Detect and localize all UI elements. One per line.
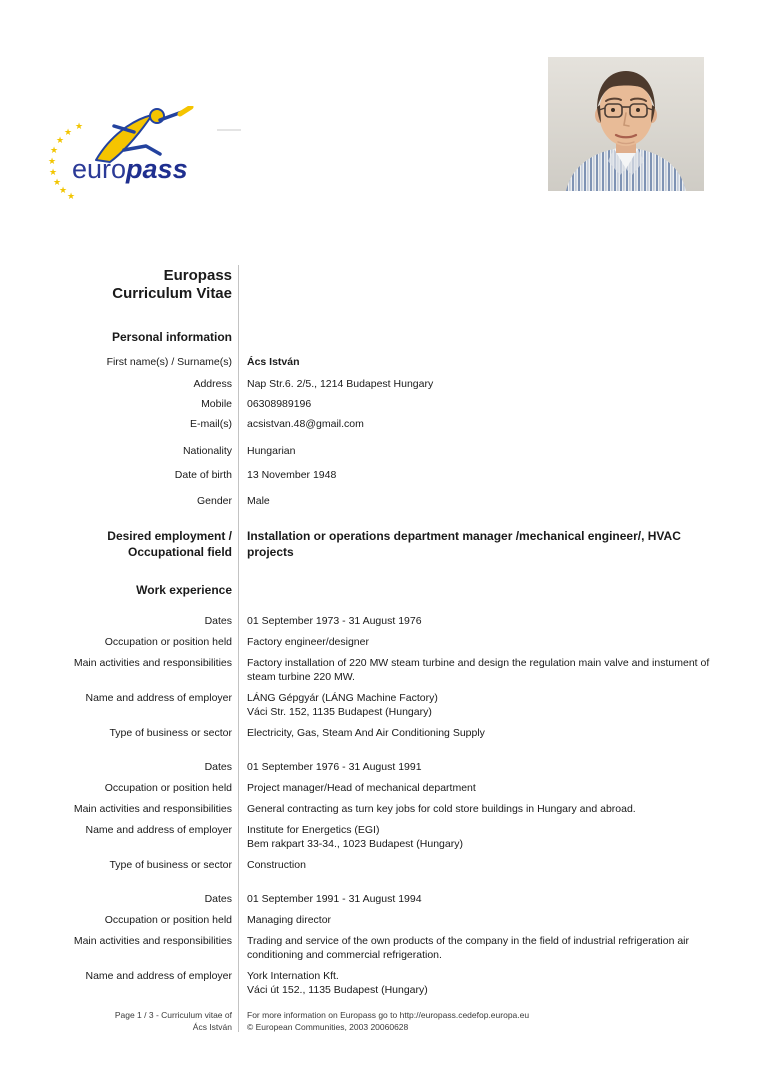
field-label: Dates [204,761,232,773]
employer-line2: Váci Str. 152, 1135 Budapest (Hungary) [247,706,432,718]
field-value [238,969,714,997]
field-label: Occupation or position held [104,782,232,794]
portrait-photo [548,57,704,191]
field-value: 06308989196 [247,398,312,410]
job3-occupation-row [60,913,714,927]
field-value: Nap Str.6. 2/5., 1214 Budapest Hungary [247,378,434,390]
eu-star-icon: ★ [48,156,57,166]
page-artifact-dash [217,129,241,131]
doc-title-row [60,267,714,303]
field-value: Trading and service of the own products of the company in the field of industrial refrigeration air conditioning and commercial refrigeration. [247,935,690,961]
employer-line2: Bem rakpart 33-34., 1023 Budapest (Hungary) [247,838,463,850]
job1-occupation-row [60,635,714,649]
field-value: Hungarian [247,445,296,457]
field-value [238,823,714,851]
personal-row-email [60,417,714,431]
footer-europass-url: For more information on Europass go to http://europass.cedefop.europa.eu [247,1010,530,1020]
field-label: E-mail(s) [190,418,232,430]
job3-activities-row [60,934,714,962]
doc-title-line1: Europass [163,267,232,284]
personal-row-mobile [60,397,714,411]
eu-star-icon: ★ [64,127,73,137]
doc-title-line2: Curriculum Vitae [112,285,232,302]
footer-right [238,1009,714,1033]
field-label: Dates [204,615,232,627]
job2-dates-row [60,760,714,774]
field-label: Main activities and responsibilities [73,935,232,947]
field-value: 01 September 1973 - 31 August 1976 [247,615,422,627]
work-experience-heading-row [60,583,714,597]
field-value: 01 September 1976 - 31 August 1991 [247,761,422,773]
job3-dates-row [60,892,714,906]
work-experience-heading: Work experience [136,583,232,597]
desired-employment-value: Installation or operations department manager /mechanical engineer/, HVAC projects [247,529,681,559]
field-label: Gender [196,495,232,507]
field-label: Type of business or sector [109,727,232,739]
field-label: Name and address of employer [85,692,232,704]
field-value [238,691,714,719]
doc-title [60,267,238,303]
job2-sector-row [60,858,714,872]
job2-employer-row [60,823,714,851]
job3-employer-row [60,969,714,997]
field-value: Male [247,495,270,507]
field-value: Managing director [247,914,332,926]
employer-line1: York Internation Kft. [247,970,339,982]
field-label: Occupation or position held [104,914,232,926]
personal-row-name [60,355,714,369]
field-value: acsistvan.48@gmail.com [247,418,364,430]
field-label: Address [193,378,232,390]
field-value: 13 November 1948 [247,469,337,481]
job1-dates-row [60,614,714,628]
field-label: Name and address of employer [85,824,232,836]
desired-employment-row [60,528,714,560]
personal-heading-row [60,330,714,344]
eu-star-icon: ★ [53,177,62,187]
eu-star-icon: ★ [50,145,59,155]
eu-star-icon: ★ [67,191,76,201]
field-value: 01 September 1991 - 31 August 1994 [247,893,422,905]
field-label: First name(s) / Surname(s) [106,356,232,368]
field-label: Main activities and responsibilities [73,803,232,815]
desired-employment-label-line1: Desired employment / [107,529,232,543]
employer-line1: Institute for Energetics (EGI) [247,824,380,836]
personal-row-gender [60,494,714,508]
job1-activities-row [60,656,714,684]
employer-line1: LÁNG Gépgyár (LÁNG Machine Factory) [247,692,438,704]
europass-wordmark-pass: pass [126,154,188,184]
footer-owner-name: Ács István [192,1022,232,1032]
field-value: Electricity, Gas, Steam And Air Conditioning Supply [247,727,485,739]
eu-star-icon: ★ [49,167,58,177]
job1-sector-row [60,726,714,740]
cv-content [60,265,714,1033]
field-label: Dates [204,893,232,905]
personal-row-nationality [60,444,714,458]
footer-copyright: © European Communities, 2003 20060628 [247,1022,409,1032]
field-label: Type of business or sector [109,859,232,871]
field-value: Factory installation of 220 MW steam turbine and design the regulation main valve and instument of steam turbine 220 MW. [247,657,710,683]
field-value: Project manager/Head of mechanical department [247,782,476,794]
eu-star-icon: ★ [75,121,84,131]
page-footer [60,1009,714,1033]
eu-star-icon: ★ [56,135,65,145]
europass-wordmark [72,154,188,184]
job2-occupation-row [60,781,714,795]
field-label: Name and address of employer [85,970,232,982]
footer-left [60,1009,238,1033]
field-label: Occupation or position held [104,636,232,648]
field-value: Construction [247,859,306,871]
personal-row-dob [60,468,714,482]
field-label: Main activities and responsibilities [73,657,232,669]
europass-logo [48,106,198,201]
field-label: Mobile [201,398,232,410]
employer-line2: Váci út 152., 1135 Budapest (Hungary) [247,984,428,996]
field-value: Factory engineer/designer [247,636,369,648]
field-label: Date of birth [174,469,232,481]
personal-heading: Personal information [111,330,232,344]
desired-employment-label [60,528,238,560]
europass-wordmark-euro: euro [72,154,127,184]
job1-employer-row [60,691,714,719]
desired-employment-label-line2: Occupational field [127,545,232,559]
personal-row-address [60,377,714,391]
eu-star-icon: ★ [59,185,68,195]
footer-page-info: Page 1 / 3 - Curriculum vitae of [114,1010,232,1020]
field-value: General contracting as turn key jobs for cold store buildings in Hungary and abroad. [247,803,636,815]
job2-activities-row [60,802,714,816]
field-value: Ács István [247,356,300,368]
field-label: Nationality [182,445,232,457]
